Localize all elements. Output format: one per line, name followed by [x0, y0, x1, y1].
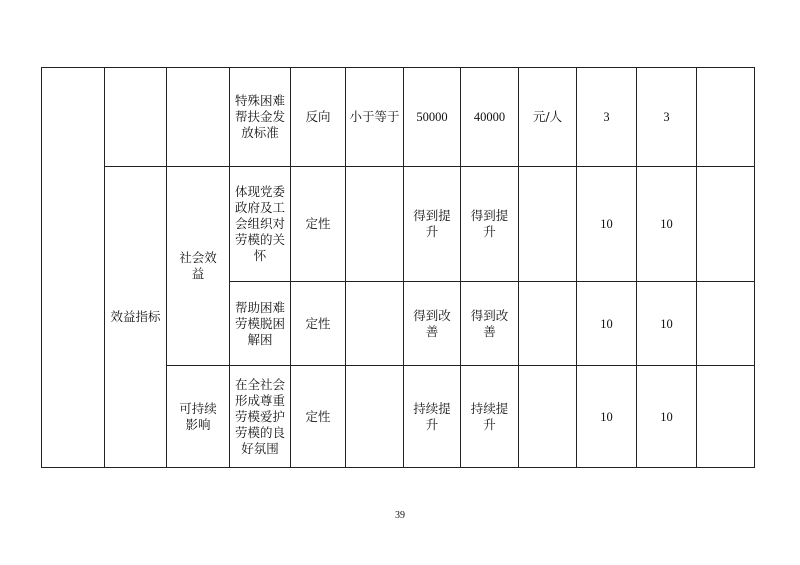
- score-cell: 10: [637, 167, 697, 282]
- actual-value-cell: 得到改善: [461, 282, 519, 366]
- unit-cell: [519, 167, 577, 282]
- remark-cell: [697, 366, 755, 468]
- actual-value-cell: 得到提升: [461, 167, 519, 282]
- indicator-cell: 帮助困难劳模脱困解困: [230, 282, 291, 366]
- weight-cell: 3: [577, 68, 637, 167]
- category-cell: 效益指标: [105, 167, 167, 468]
- level1-empty-cell: [42, 68, 105, 468]
- unit-cell: 元/人: [519, 68, 577, 167]
- operator-cell: [346, 282, 404, 366]
- table-row: [42, 68, 755, 167]
- direction-cell: 定性: [291, 366, 346, 468]
- weight-cell: 10: [577, 282, 637, 366]
- level2-empty-cell: [105, 68, 167, 167]
- unit-cell: [519, 366, 577, 468]
- operator-cell: 小于等于: [346, 68, 404, 167]
- actual-value-cell: 持续提升: [461, 366, 519, 468]
- score-cell: 10: [637, 366, 697, 468]
- direction-cell: 定性: [291, 282, 346, 366]
- performance-indicator-table: [41, 67, 755, 468]
- table-row: [42, 167, 755, 282]
- score-cell: 3: [637, 68, 697, 167]
- target-value-cell: 得到改善: [404, 282, 461, 366]
- subcategory-cell: 可持续影响: [167, 366, 230, 468]
- page-number: 39: [395, 510, 405, 521]
- remark-cell: [697, 167, 755, 282]
- indicator-cell: 体现党委政府及工会组织对劳模的关怀: [230, 167, 291, 282]
- unit-cell: [519, 282, 577, 366]
- direction-cell: 定性: [291, 167, 346, 282]
- operator-cell: [346, 167, 404, 282]
- direction-cell: 反向: [291, 68, 346, 167]
- subcategory-cell: 社会效益: [167, 167, 230, 366]
- operator-cell: [346, 366, 404, 468]
- indicator-cell: 特殊困难帮扶金发放标准: [230, 68, 291, 167]
- target-value-cell: 得到提升: [404, 167, 461, 282]
- target-value-cell: 50000: [404, 68, 461, 167]
- level3-empty-cell: [167, 68, 230, 167]
- target-value-cell: 持续提升: [404, 366, 461, 468]
- indicator-cell: 在全社会形成尊重劳模爱护劳模的良好氛围: [230, 366, 291, 468]
- actual-value-cell: 40000: [461, 68, 519, 167]
- weight-cell: 10: [577, 167, 637, 282]
- remark-cell: [697, 68, 755, 167]
- weight-cell: 10: [577, 366, 637, 468]
- remark-cell: [697, 282, 755, 366]
- score-cell: 10: [637, 282, 697, 366]
